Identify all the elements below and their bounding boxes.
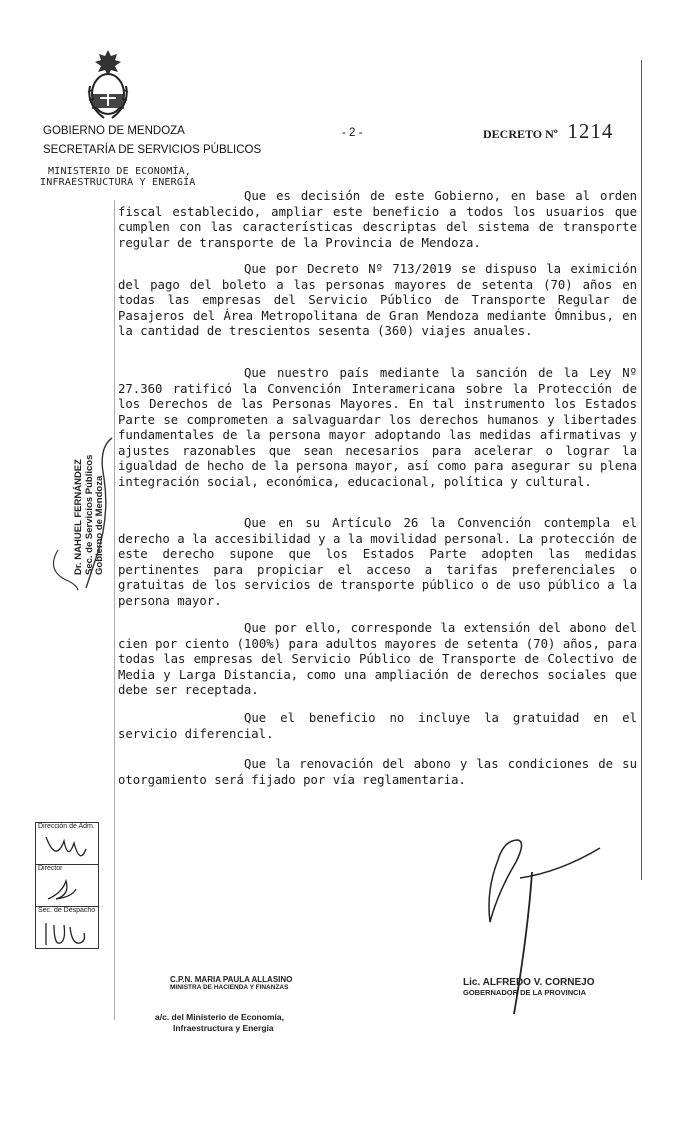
paragraph-6: Que el beneficio no incluye la gratuidad en el servicio diferencial.	[118, 711, 637, 741]
minister-signature-block	[170, 975, 292, 991]
governor-name: Lic. ALFREDO V. CORNEJO	[463, 977, 595, 988]
stamp-line2: Sec. de Servicios Públicos	[83, 454, 95, 575]
approval-box-director	[36, 865, 98, 907]
left-margin-line	[114, 200, 115, 1020]
paragraph-4: Que en su Artículo 26 la Convención contempla el derecho a la accesibilidad y a la movilidad personal. La protección de este derecho supone que los Estados Parte adopten las medidas pertinentes para propiciar el acceso a tarifas preferenciales o gratuitas de los servicios de transporte público o de uso público a la persona mayor.	[118, 516, 637, 608]
ministry-line1: MINISTERIO DE ECONOMÍA,	[48, 166, 192, 177]
approval-box-dispatch	[36, 907, 98, 948]
paragraph-5: Que por ello, corresponde la extensión del abono del cien por ciento (100%) para adultos mayores de setenta (70) años, para todas las empresas del Servicio Público de Transporte de Colectivo de Media y Larga Distancia, como una ampliación de derechos sociales que debe ser receptada.	[118, 621, 637, 697]
ministry-line2: INFRAESTRUCTURA Y ENERGÍA	[40, 177, 196, 188]
initials-scribble-icon	[40, 831, 90, 863]
stamp-line1: Dr. NAHUEL FERNÁNDEZ	[73, 459, 84, 575]
minister-title: MINISTRA DE HACIENDA Y FINANZAS	[170, 984, 289, 991]
secretariat-name: SECRETARÍA DE SERVICIOS PÚBLICOS	[43, 144, 262, 156]
acting-line1: a/c. del Ministerio de Economía,	[155, 1012, 284, 1022]
approval-box-dispatch-label: Sec. de Despacho	[38, 907, 96, 914]
paragraph-3: Que nuestro país mediante la sanción de la Ley Nº 27.360 ratificó la Convención Interamericana sobre la Protección de los Derechos de las Personas Mayores. En tal instrumento los Estados Parte se comprometen a salvaguardar los derechos humanos y libertades fundamentales de la persona mayor adoptando las medidas afirmativas y ajustes razonables que sean necesarios para acelerar o lograr la igualdad de hecho de la persona mayor, así como para asegurar su plena integración social, económica, educacional, política y cultural.	[118, 366, 637, 489]
governor-title: GOBERNADOR DE LA PROVINCIA	[463, 988, 587, 997]
paragraph-2: Que por Decreto Nº 713/2019 se dispuso la eximición del pago del boleto a las personas mayores de setenta (70) años en todas las empresas del Servicio Público de Transporte Regular de Pasajeros del Área Metropolitana de Gran Mendoza mediante Ómnibus, en la cantidad de trescientos sesenta (360) viajes anuales.	[118, 262, 637, 338]
approval-box-director-label: Director	[38, 865, 63, 872]
decree-number: 1214	[567, 119, 614, 143]
initials-scribble-icon	[44, 875, 84, 903]
paragraph-1: Que es decisión de este Gobierno, en base al orden fiscal establecido, ampliar este beneficio a todos los usuarios que cumplen con las características descriptas del sistema de transporte regular de transporte de la Provincia de Mendoza.	[118, 189, 637, 250]
decree-label: DECRETO Nº	[483, 127, 558, 141]
decree-heading	[483, 119, 613, 144]
coat-of-arms-emblem	[86, 48, 130, 122]
margin-initials-signature	[40, 430, 120, 600]
acting-line2: Infraestructura y Energía	[173, 1023, 274, 1033]
minister-name: C.P.N. MARIA PAULA ALLASINO	[170, 975, 293, 984]
page-number: - 2 -	[342, 127, 363, 139]
approval-box-administration	[36, 823, 98, 865]
government-name: GOBIERNO DE MENDOZA	[43, 125, 185, 137]
initials-scribble-icon	[40, 919, 90, 947]
governor-signature-block	[463, 977, 595, 997]
approval-boxes	[35, 822, 99, 949]
acting-ministry-block	[155, 1012, 284, 1034]
ministry-stamp	[40, 166, 196, 188]
stamp-line3: Gobierno de Mendoza	[94, 475, 105, 575]
right-margin-line	[641, 60, 642, 880]
paragraph-7: Que la renovación del abono y las condiciones de su otorgamiento será fijado por vía reglamentaria.	[118, 757, 637, 787]
approval-box-administration-label: Dirección de Adm.	[38, 823, 95, 830]
